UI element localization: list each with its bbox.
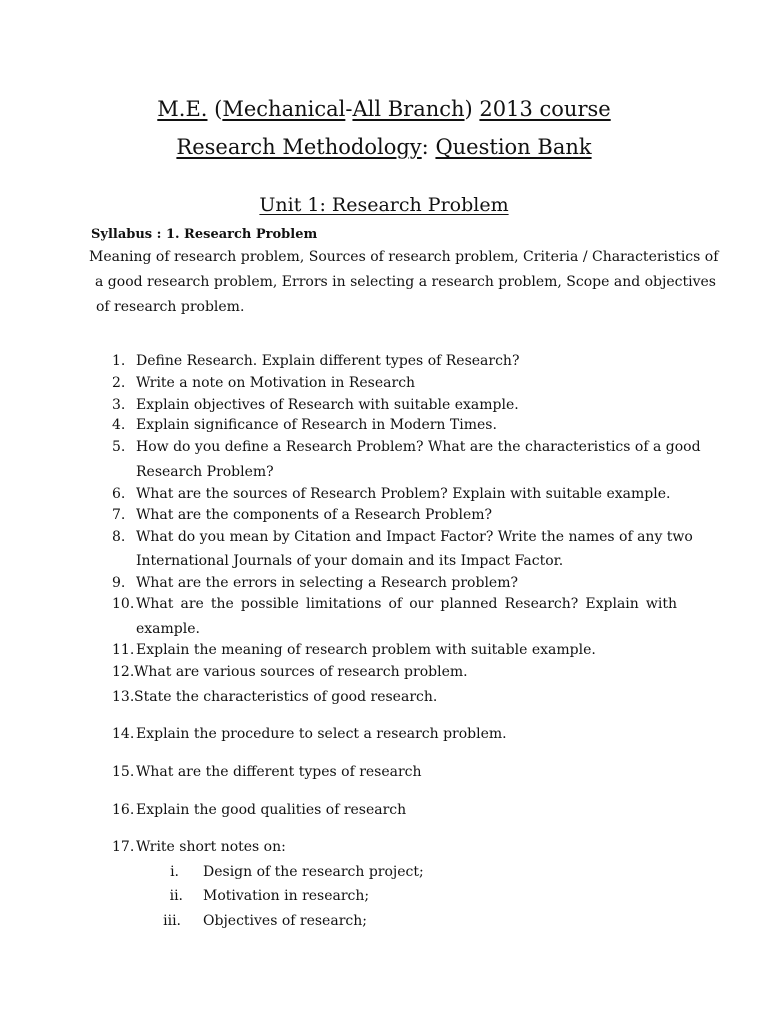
question-text: Explain significance of Research in Modern Times. xyxy=(136,417,497,433)
question-number: 3. xyxy=(112,397,126,413)
question-text: Write short notes on: xyxy=(136,839,286,855)
question-text: Write a note on Motivation in Research xyxy=(136,375,416,391)
question-number: 6. xyxy=(112,486,126,502)
question-number: 5. xyxy=(112,439,126,455)
question-number: 7. xyxy=(112,507,126,523)
title-part: Mechanical xyxy=(222,97,346,121)
question-number: 1. xyxy=(112,353,126,369)
question-number: 2. xyxy=(112,375,126,391)
question-number: 15. xyxy=(112,764,135,780)
unit-title xyxy=(0,194,768,216)
unit-title-text: Unit 1: Research Problem xyxy=(259,194,509,216)
title-part: Research Methodology xyxy=(176,135,422,159)
question-number: 17. xyxy=(112,839,135,855)
question-text: Explain the procedure to select a research problem. xyxy=(136,726,507,742)
question-text: What are the possible limitations of our planned Research? Explain with xyxy=(136,596,677,612)
question-text: How do you define a Research Problem? What are the characteristics of a good xyxy=(136,439,701,455)
question-number: 14. xyxy=(112,726,135,742)
short-note-number: i. xyxy=(170,864,179,880)
question-number: 12. xyxy=(112,664,135,680)
syllabus-line: a good research problem, Errors in selecting a research problem, Scope and objectives xyxy=(95,274,716,290)
question-number: 4. xyxy=(112,417,126,433)
question-text: What are the sources of Research Problem? Explain with suitable example. xyxy=(136,486,671,502)
question-number: 13. xyxy=(112,689,135,705)
syllabus-line: of research problem. xyxy=(96,299,245,315)
question-text: What are the components of a Research Problem? xyxy=(136,507,493,523)
title-part: - xyxy=(345,97,353,121)
question-number: 10. xyxy=(112,596,135,612)
subject-title xyxy=(0,135,768,159)
question-number: 16. xyxy=(112,802,135,818)
question-text: International Journals of your domain and its Impact Factor. xyxy=(136,553,564,569)
short-note-number: iii. xyxy=(163,913,181,929)
question-text: What are the errors in selecting a Research problem? xyxy=(136,575,518,591)
title-part: : xyxy=(421,135,436,159)
question-number: 9. xyxy=(112,575,126,591)
short-note-text: Objectives of research; xyxy=(203,913,367,929)
title-part: Question Bank xyxy=(435,135,592,159)
question-number: 8. xyxy=(112,529,126,545)
question-text: Define Research. Explain different types of Research? xyxy=(136,353,520,369)
question-number: 11. xyxy=(112,642,135,658)
syllabus-heading: Syllabus : 1. Research Problem xyxy=(91,227,318,242)
question-text: Explain objectives of Research with suitable example. xyxy=(136,397,519,413)
question-text: Explain the good qualities of research xyxy=(136,802,407,818)
short-note-text: Motivation in research; xyxy=(203,888,370,904)
short-note-text: Design of the research project; xyxy=(203,864,424,880)
question-text: What are various sources of research problem. xyxy=(134,664,468,680)
title-part: M.E. xyxy=(157,97,208,121)
course-title xyxy=(0,97,768,121)
title-part: ) xyxy=(464,97,480,121)
title-part: ( xyxy=(207,97,223,121)
title-part: 2013 course xyxy=(479,97,611,121)
question-text: State the characteristics of good research. xyxy=(134,689,438,705)
question-text: Explain the meaning of research problem with suitable example. xyxy=(136,642,596,658)
title-part: All Branch xyxy=(352,97,465,121)
question-text: Research Problem? xyxy=(136,464,274,480)
syllabus-text xyxy=(89,245,719,320)
question-text: What do you mean by Citation and Impact Factor? Write the names of any two xyxy=(136,529,693,545)
question-text: What are the different types of research xyxy=(136,764,422,780)
short-note-number: ii. xyxy=(169,888,183,904)
question-text: example. xyxy=(136,621,200,637)
syllabus-line: Meaning of research problem, Sources of research problem, Criteria / Characteristics of xyxy=(89,249,719,265)
